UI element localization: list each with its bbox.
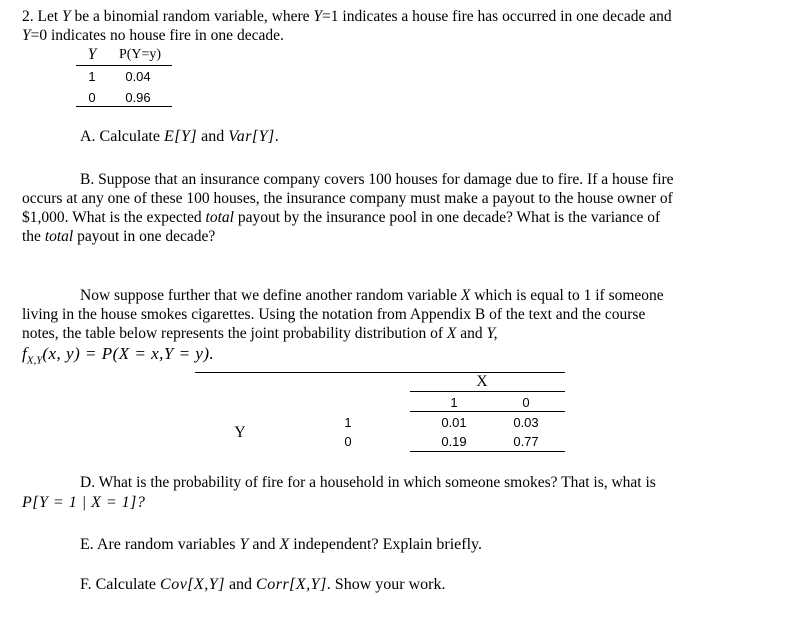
intro-text: =0 indicates no house fire in one decade. xyxy=(30,27,284,44)
ptable-cell: 0.96 xyxy=(125,90,151,105)
text: E. Are random variables xyxy=(80,536,240,553)
emphasis: total xyxy=(44,228,74,245)
formula-subscript: X,Y xyxy=(26,354,43,367)
part-a-label: A. Calculate xyxy=(80,128,164,145)
jtable-cell: 0.03 xyxy=(513,415,539,430)
conjunction: and xyxy=(197,128,229,145)
jtable-cell: 0.19 xyxy=(441,434,467,449)
part-d-line-1: D. What is the probability of fire for a household in which someone smokes? That is, what is xyxy=(80,474,656,491)
joint-line-2: living in the house smokes cigarettes. Using the notation from Appendix B of the text and the course xyxy=(22,306,646,323)
ptable-header-p: P(Y=y) xyxy=(118,47,162,62)
var-y: Y, xyxy=(486,325,498,342)
expectation-expr: E[Y] xyxy=(163,128,198,145)
joint-line-3 xyxy=(22,324,498,343)
var-y: Y xyxy=(239,536,249,553)
part-b-line-2: occurs at any one of these 100 houses, the insurance company must make a payout to the house owner of xyxy=(22,190,673,207)
text: notes, the table below represents the joint probability distribution of xyxy=(22,325,447,342)
ptable-cell: 0.04 xyxy=(125,69,151,84)
formula-f: f xyxy=(22,344,27,363)
variance-expr: Var[Y] xyxy=(228,128,275,145)
var-x: X xyxy=(279,536,290,553)
part-b-line-3 xyxy=(22,208,660,227)
part-e xyxy=(80,535,482,554)
jtable-y-value: 0 xyxy=(344,434,352,449)
part-d-formula: P[Y = 1 | X = 1]? xyxy=(22,494,146,511)
jtable-x-label: X xyxy=(476,373,488,390)
joint-line-1 xyxy=(80,286,664,305)
text: Now suppose further that we define another random variable xyxy=(80,287,461,304)
ptable-header-rule xyxy=(76,65,172,66)
punctuation: . xyxy=(274,128,279,145)
var-x: X xyxy=(460,287,471,304)
text: independent? Explain briefly. xyxy=(289,536,482,553)
question-2-line-2 xyxy=(22,26,284,45)
part-a xyxy=(80,127,279,146)
text: $1,000. What is the expected xyxy=(22,209,206,226)
question-number: 2. Let xyxy=(22,8,63,25)
jtable-bottom-rule xyxy=(410,451,565,452)
jtable-x-value: 1 xyxy=(450,395,458,410)
jtable-header-rule xyxy=(410,411,565,412)
ptable-cell: 0 xyxy=(88,90,96,105)
joint-formula xyxy=(22,344,214,370)
var-y: Y xyxy=(22,27,31,44)
text: payout by the insurance pool in one decade? What is the variance of xyxy=(233,209,661,226)
text: . Show your work. xyxy=(326,576,446,593)
intro-text: =1 indicates a house fire has occurred in one decade and xyxy=(322,8,672,25)
ptable-header-y: Y xyxy=(87,46,97,63)
correlation-expr: Corr[X,Y] xyxy=(256,576,327,593)
text: which is equal to 1 if someone xyxy=(470,287,664,304)
text: and xyxy=(224,576,257,593)
var-y: Y xyxy=(313,8,323,25)
ptable-bottom-rule xyxy=(76,106,172,107)
emphasis: total xyxy=(205,209,234,226)
jtable-x-rule xyxy=(410,391,565,392)
var-y: Y xyxy=(62,8,71,25)
part-b-line-4 xyxy=(22,227,215,246)
var-x: X xyxy=(446,325,457,342)
part-b-line-1: B. Suppose that an insurance company covers 100 houses for damage due to fire. If a house fire xyxy=(80,171,674,188)
text: and xyxy=(248,536,280,553)
jtable-cell: 0.01 xyxy=(441,415,467,430)
covariance-expr: Cov[X,Y] xyxy=(160,576,225,593)
ptable-cell: 1 xyxy=(88,69,96,84)
text: payout in one decade? xyxy=(73,228,216,245)
formula-body: (x, y) = P(X = x,Y = y). xyxy=(42,344,215,363)
text: the xyxy=(22,228,45,245)
text: F. Calculate xyxy=(80,576,161,593)
jtable-x-value: 0 xyxy=(522,395,530,410)
intro-text: be a binomial random variable, where xyxy=(70,8,314,25)
jtable-top-rule xyxy=(195,372,565,373)
question-2-line-1 xyxy=(22,7,672,26)
part-f xyxy=(80,575,445,594)
jtable-cell: 0.77 xyxy=(513,434,539,449)
jtable-y-value: 1 xyxy=(344,415,352,430)
jtable-y-label: Y xyxy=(234,424,246,441)
text: and xyxy=(456,325,487,342)
